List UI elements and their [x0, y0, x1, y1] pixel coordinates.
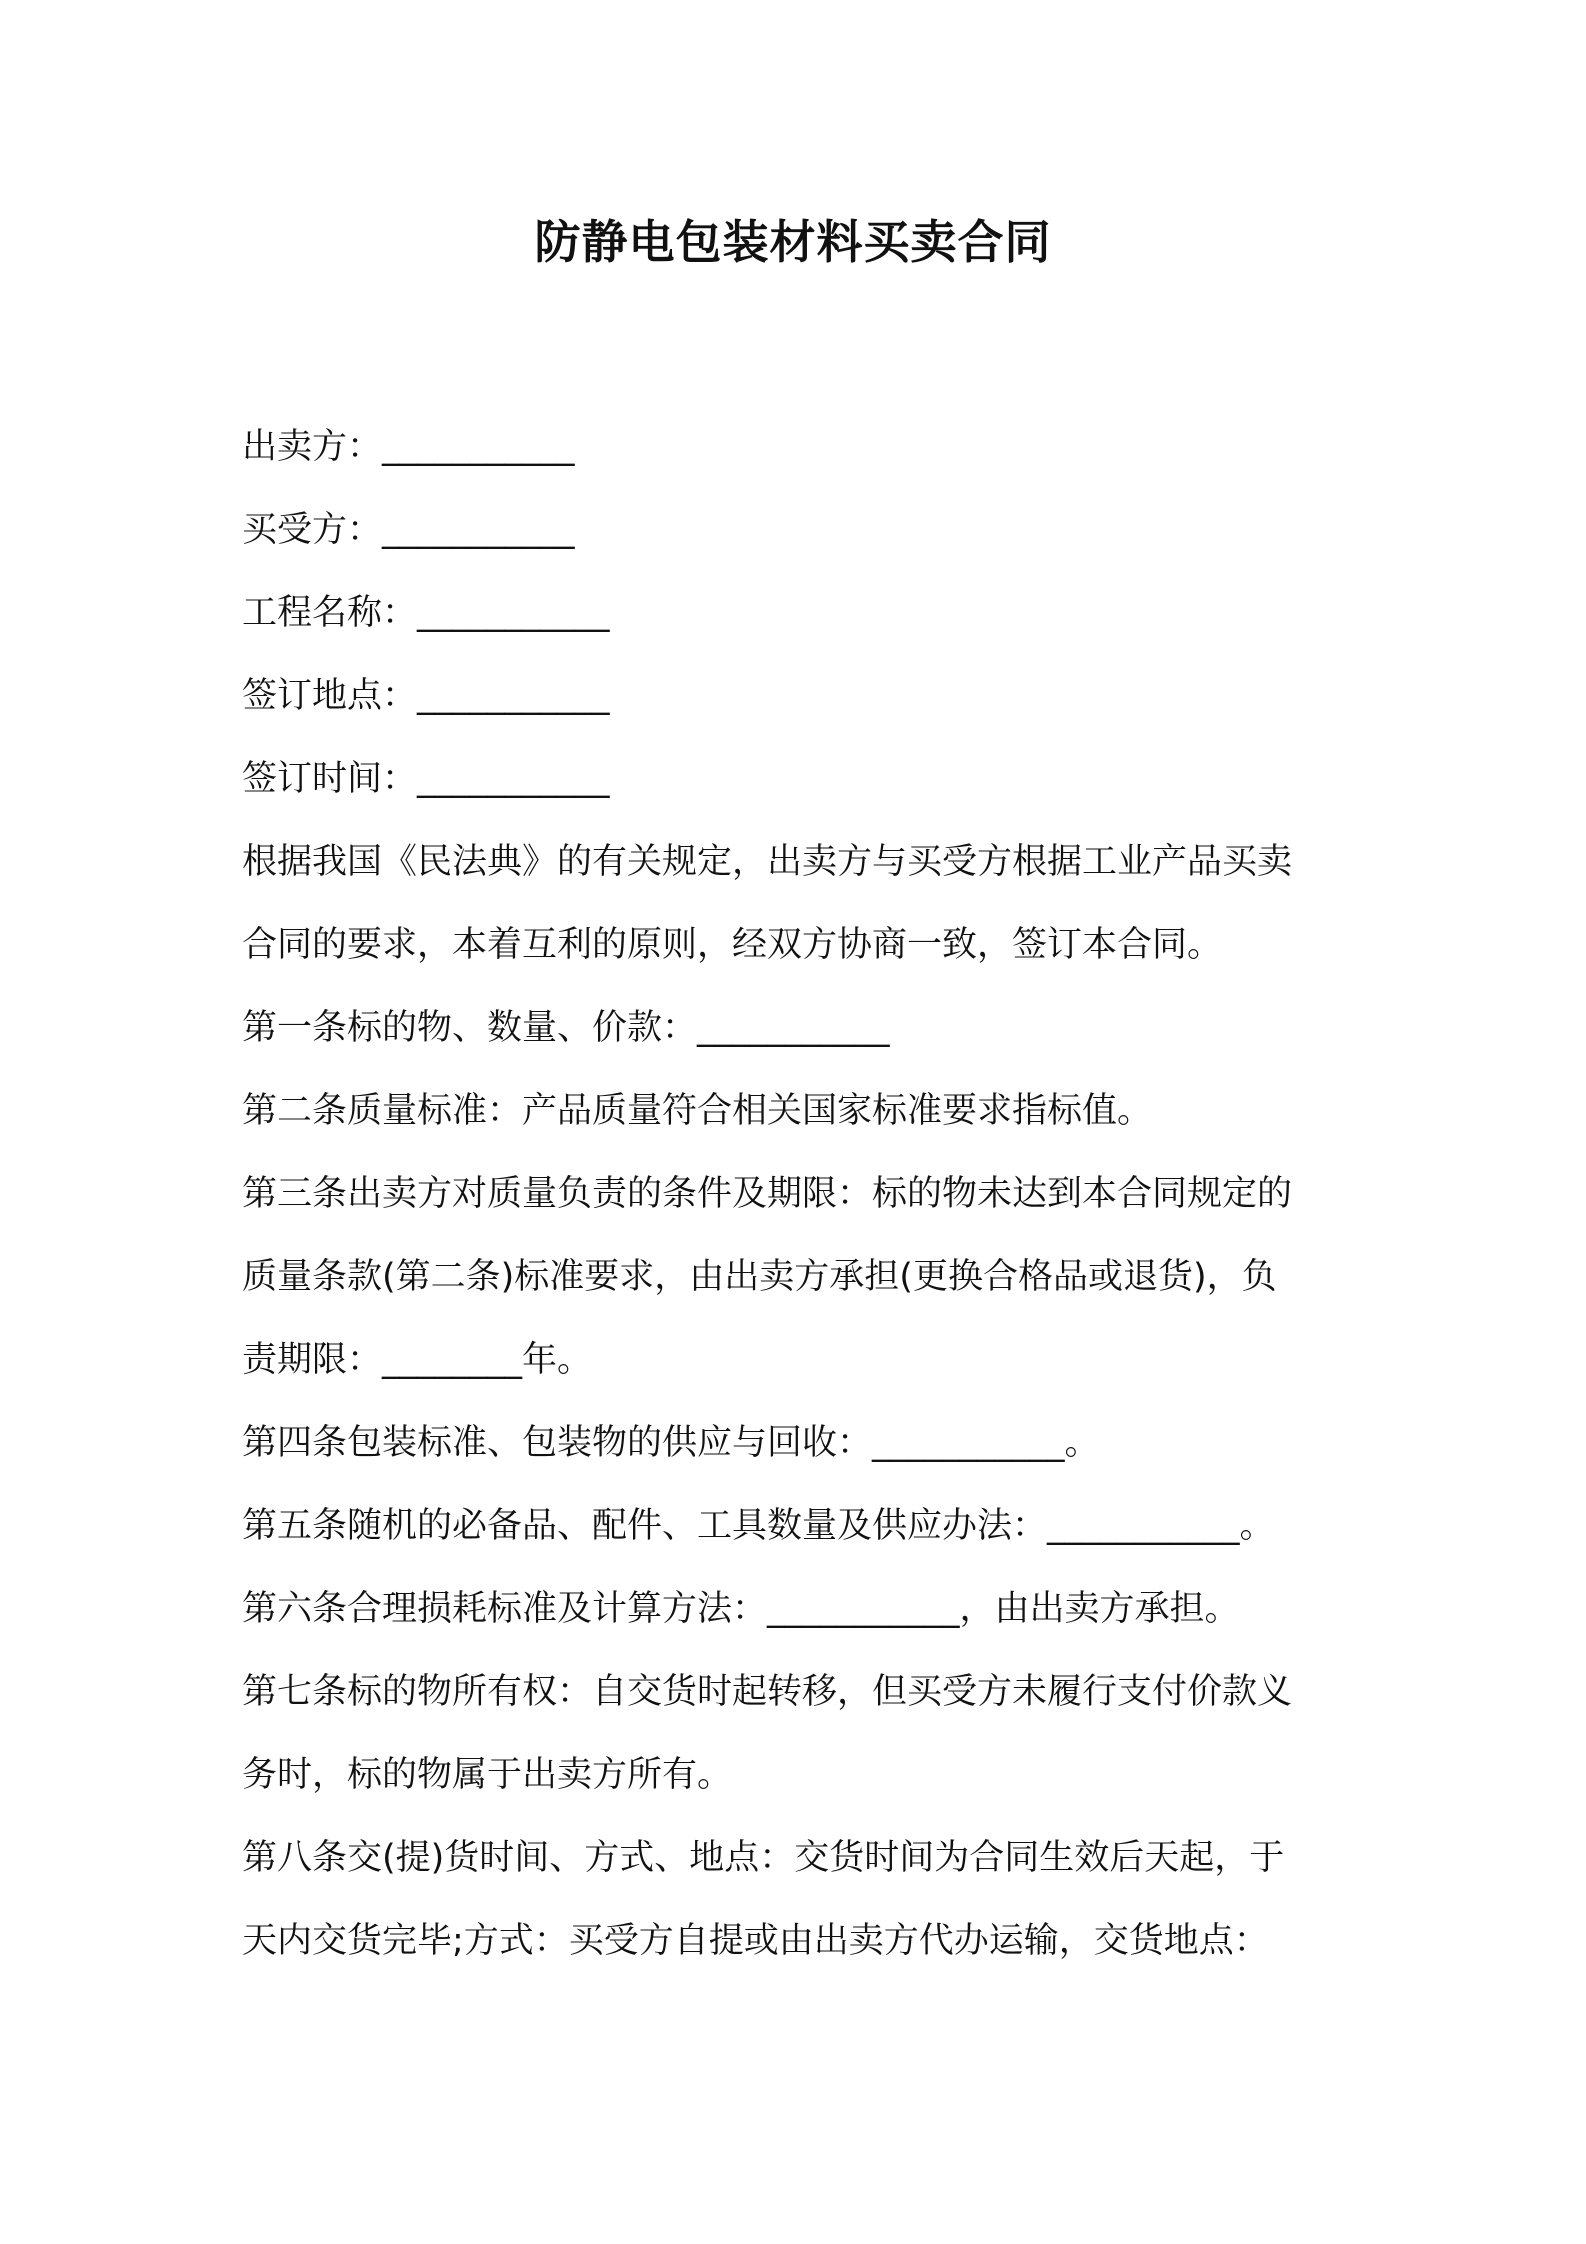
line-article-2: 第二条质量标准：产品质量符合相关国家标准要求指标值。 [242, 1091, 1153, 1131]
line-article-4: 第四条包装标准、包装物的供应与回收：___________。 [242, 1423, 1100, 1463]
line-article-7b: 务时，标的物属于出卖方所有。 [242, 1755, 733, 1795]
line-signing-place: 签订地点：___________ [242, 676, 610, 716]
contract-body [242, 406, 1358, 1983]
line-signing-time: 签订时间：___________ [242, 759, 610, 799]
line-project-name: 工程名称：___________ [242, 593, 610, 633]
line-article-5: 第五条随机的必备品、配件、工具数量及供应办法：___________。 [242, 1506, 1275, 1546]
line-seller: 出卖方：___________ [242, 427, 575, 467]
document-title: 防静电包装材料买卖合同 [534, 215, 1052, 269]
line-article-6: 第六条合理损耗标准及计算方法：___________，由出卖方承担。 [242, 1589, 1240, 1629]
line-article-3c: 责期限：________年。 [242, 1340, 593, 1380]
line-article-8a: 第八条交(提)货时间、方式、地点：交货时间为合同生效后天起，于 [242, 1838, 1285, 1878]
line-article-7a: 第七条标的物所有权：自交货时起转移，但买受方未履行支付价款义 [242, 1672, 1293, 1712]
line-article-1: 第一条标的物、数量、价款：___________ [242, 1008, 890, 1048]
line-article-8b: 天内交货完毕;方式：买受方自提或由出卖方代办运输，交货地点： [242, 1921, 1269, 1961]
line-preamble-2: 合同的要求，本着互利的原则，经双方协商一致，签订本合同。 [242, 925, 1223, 965]
line-buyer: 买受方：___________ [242, 510, 575, 550]
line-article-3b: 质量条款(第二条)标准要求，由出卖方承担(更换合格品或退货)，负 [242, 1257, 1277, 1297]
line-preamble-1: 根据我国《民法典》的有关规定，出卖方与买受方根据工业产品买卖 [242, 842, 1293, 882]
line-article-3a: 第三条出卖方对质量负责的条件及期限：标的物未达到本合同规定的 [242, 1174, 1293, 1214]
